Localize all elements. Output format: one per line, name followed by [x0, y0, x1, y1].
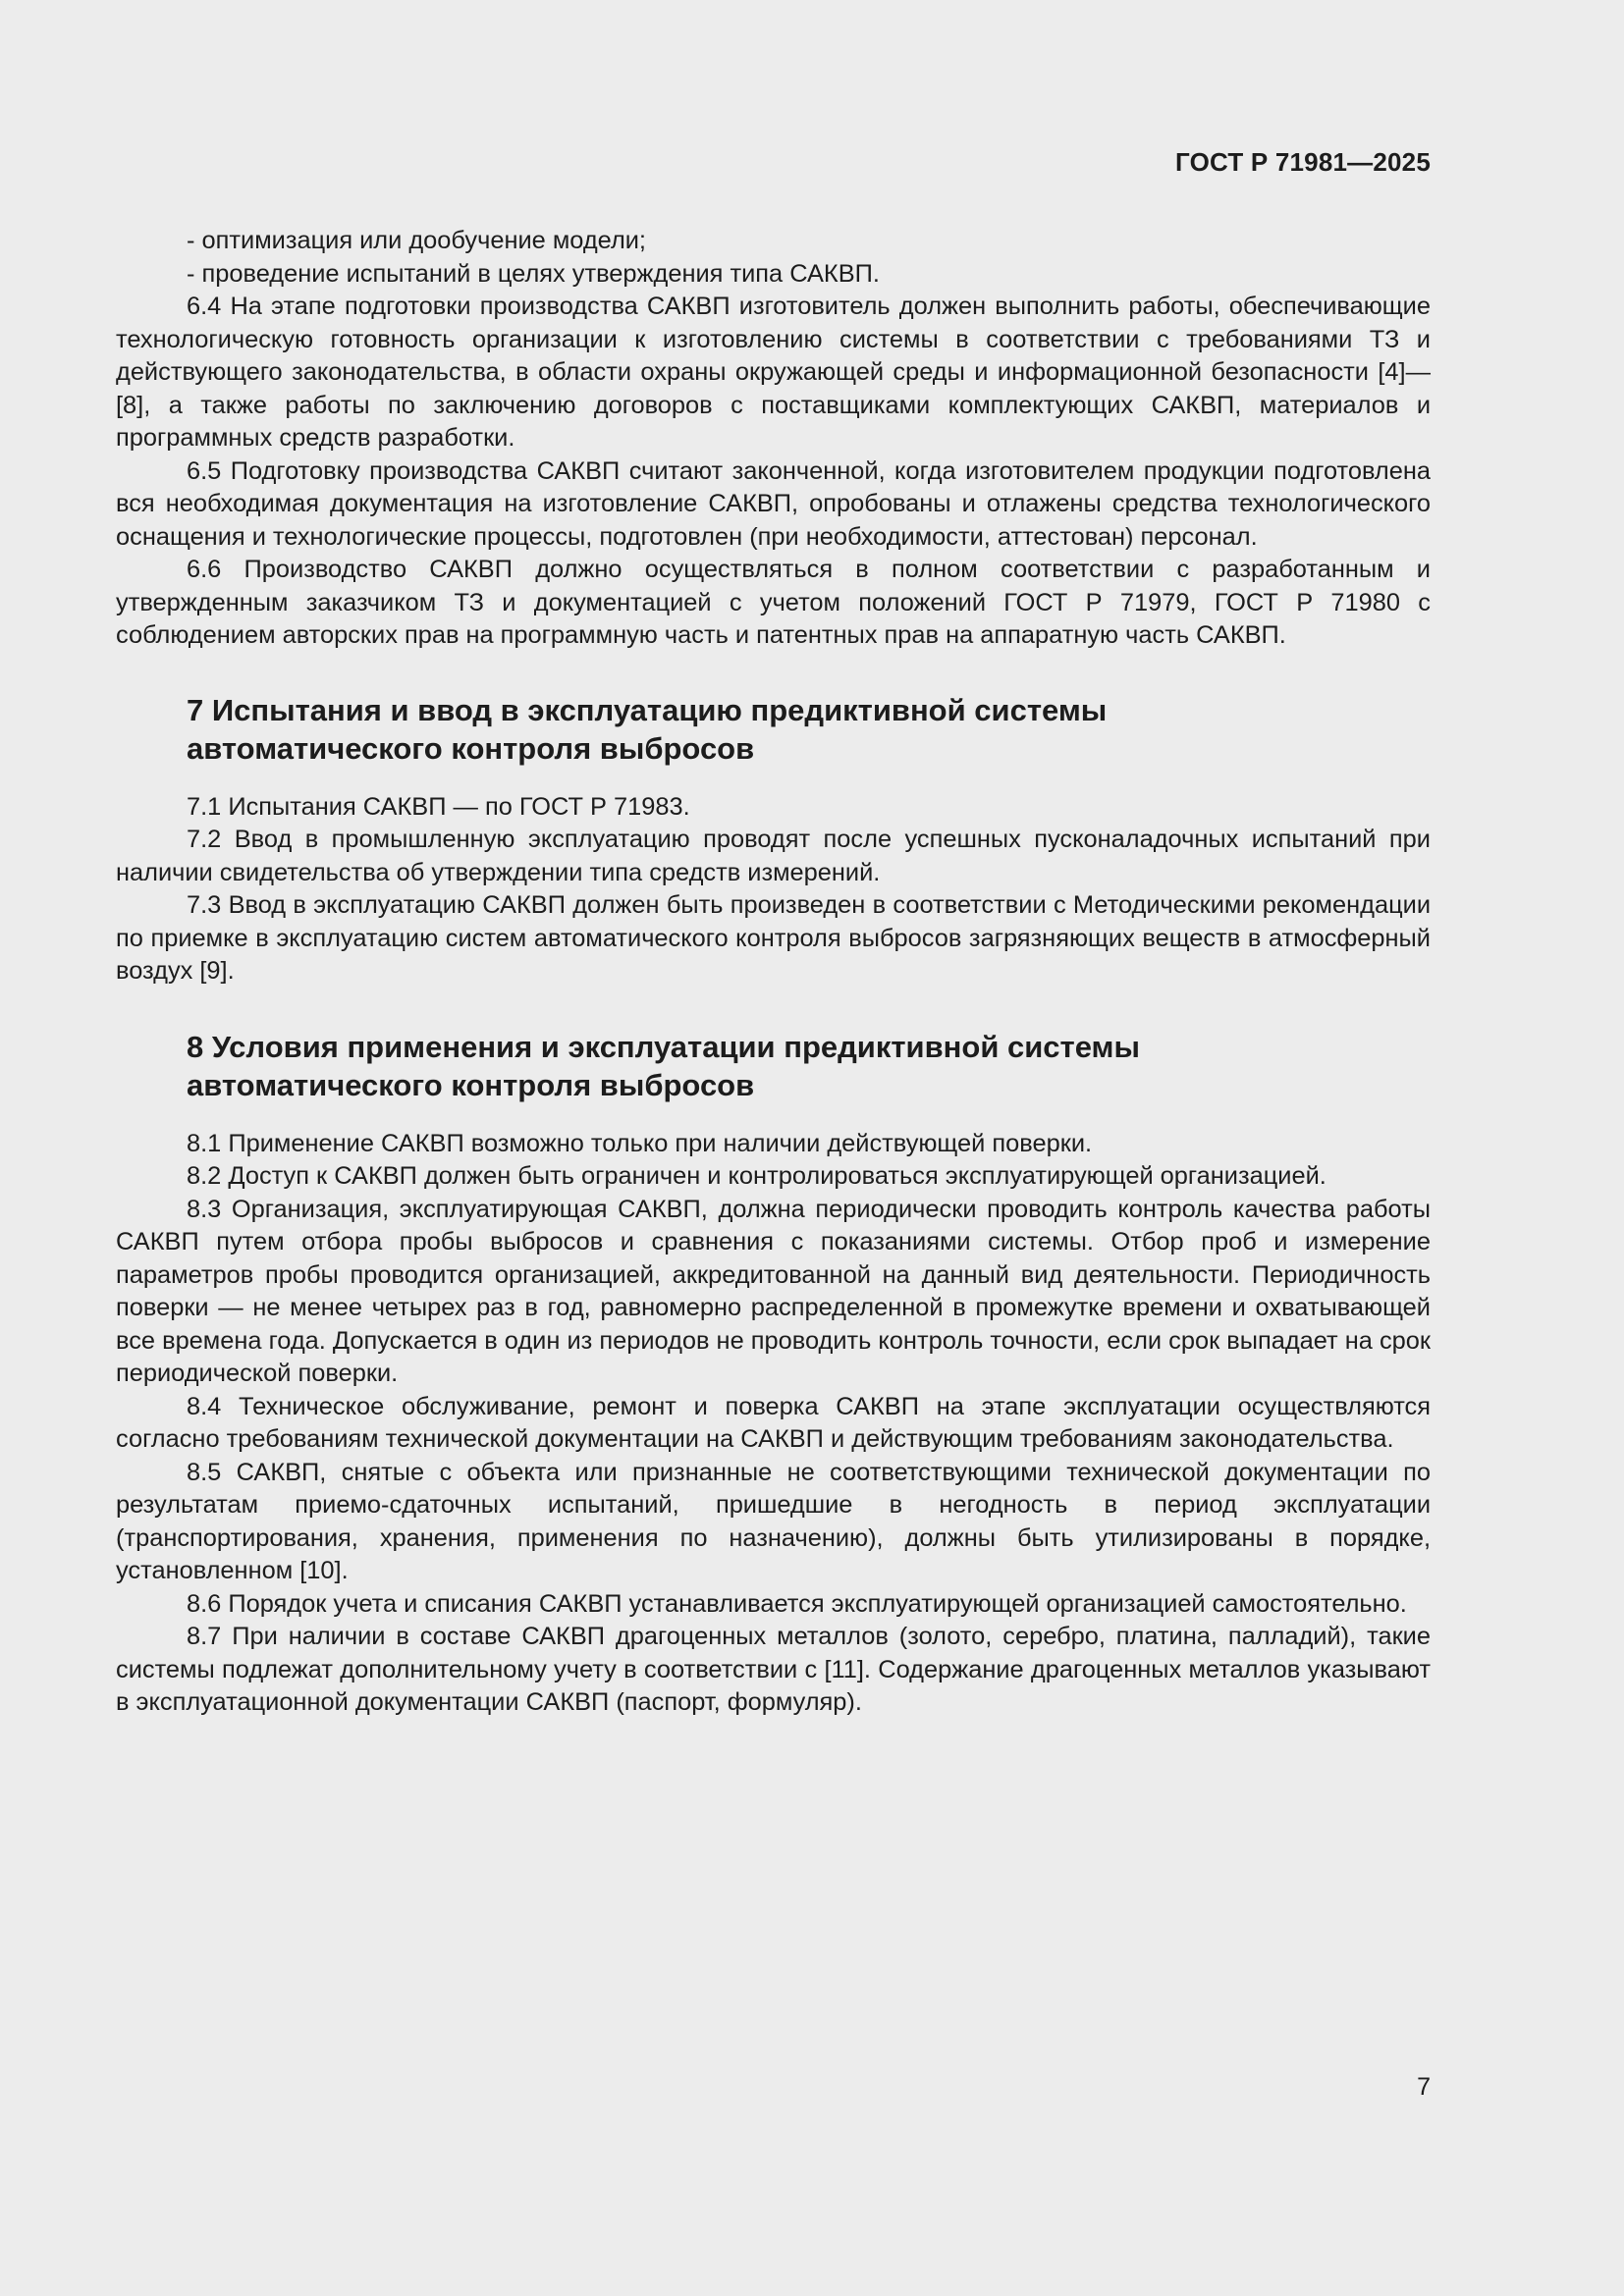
page-number: 7 — [1417, 2073, 1431, 2101]
paragraph-6-4: 6.4 На этапе подготовки производства САКВП изготовитель должен выполнить работы, обеспечивающие технологическую готовность организации к изготовлению системы в соответствии с требованиями ТЗ и действующего законодательства, в области охраны окружающей среды и информационной безопасности [4]—[8], а также работы по заключению договоров с поставщиками комплектующих САКВП, материалов и программных средств разработки. — [116, 293, 1431, 452]
paragraph-7-3: 7.3 Ввод в эксплуатацию САКВП должен быть произведен в соответствии с Методическими рекомендации по приемке в эксплуатацию систем автоматического контроля выбросов загрязняющих веществ в атмосферный воздух [9]. — [116, 891, 1431, 985]
paragraph-8-5: 8.5 САКВП, снятые с объекта или признанные не соответствующими технической документации по результатам приемо-сдаточных испытаний, пришедшие в негодность в период эксплуатации (транспортирования, хранения, применения по назначению), должны быть утилизированы в порядке, установленном [10]. — [116, 1458, 1431, 1584]
section-7-heading-line1: 7 Испытания и ввод в эксплуатацию предиктивной системы — [187, 692, 1108, 727]
paragraph-8-4: 8.4 Техническое обслуживание, ремонт и поверка САКВП на этапе эксплуатации осуществляются согласно требованиям технической документации на САКВП и действующим требованиям законодательства. — [116, 1392, 1431, 1453]
section-8-heading — [116, 1028, 1431, 1104]
section-8-heading-line2: автоматического контроля выбросов — [187, 1067, 755, 1102]
paragraph-8-1: 8.1 Применение САКВП возможно только при наличии действующей поверки. — [187, 1129, 1093, 1157]
section-7-heading — [116, 691, 1431, 768]
paragraph-6-6: 6.6 Производство САКВП должно осуществляться в полном соответствии с разработанным и утвержденным заказчиком ТЗ и документацией с учетом положений ГОСТ Р 71979, ГОСТ Р 71980 с соблюдением авторских прав на программную часть и патентных прав на аппаратную часть САКВП. — [116, 556, 1431, 649]
section-7-heading-line2: автоматического контроля выбросов — [187, 730, 755, 766]
section-8-heading-line1: 8 Условия применения и эксплуатации предиктивной системы — [187, 1029, 1140, 1064]
paragraph-7-1: 7.1 Испытания САКВП — по ГОСТ Р 71983. — [187, 792, 690, 821]
paragraph-6-5: 6.5 Подготовку производства САКВП считают законченной, когда изготовителем продукции подготовлена вся необходимая документация на изготовление САКВП, опробованы и отлажены средства технологического оснащения и технологические процессы, подготовлен (при необходимости, аттестован) персонал. — [116, 456, 1431, 551]
paragraph-8-6: 8.6 Порядок учета и списания САКВП устанавливается эксплуатирующей организацией самостоятельно. — [187, 1589, 1407, 1618]
document-code-header: ГОСТ Р 71981—2025 — [1175, 147, 1431, 177]
paragraph-8-7: 8.7 При наличии в составе САКВП драгоценных металлов (золото, серебро, платина, палладий), такие системы подлежат дополнительному учету в соответствии с [11]. Содержание драгоценных металлов указывают в эксплуатационной документации САКВП (паспорт, формуляр). — [116, 1623, 1431, 1716]
list-item: - оптимизация или дообучение модели; — [187, 227, 646, 254]
paragraph-7-2: 7.2 Ввод в промышленную эксплуатацию проводят после успешных пусконаладочных испытаний при наличии свидетельства об утверждении типа средств измерений. — [116, 826, 1431, 886]
paragraph-8-3: 8.3 Организация, эксплуатирующая САКВП, должна периодически проводить контроль качества работы САКВП путем отбора пробы выбросов и сравнения с показаниями системы. Отбор проб и измерение параметров пробы проводится организацией, аккредитованной на данный вид деятельности. Периодичность поверки — не менее четырех раз в год, равномерно распределенной в промежутке времени и охватывающей все времена года. Допускается в один из периодов не проводить контроль точности, если срок выпадает на срок периодической поверки. — [116, 1195, 1431, 1387]
paragraph-8-2: 8.2 Доступ к САКВП должен быть ограничен и контролироваться эксплуатирующей организацией. — [187, 1162, 1326, 1190]
list-item: - проведение испытаний в целях утверждения типа САКВП. — [187, 259, 880, 288]
page-body — [116, 225, 1431, 1720]
